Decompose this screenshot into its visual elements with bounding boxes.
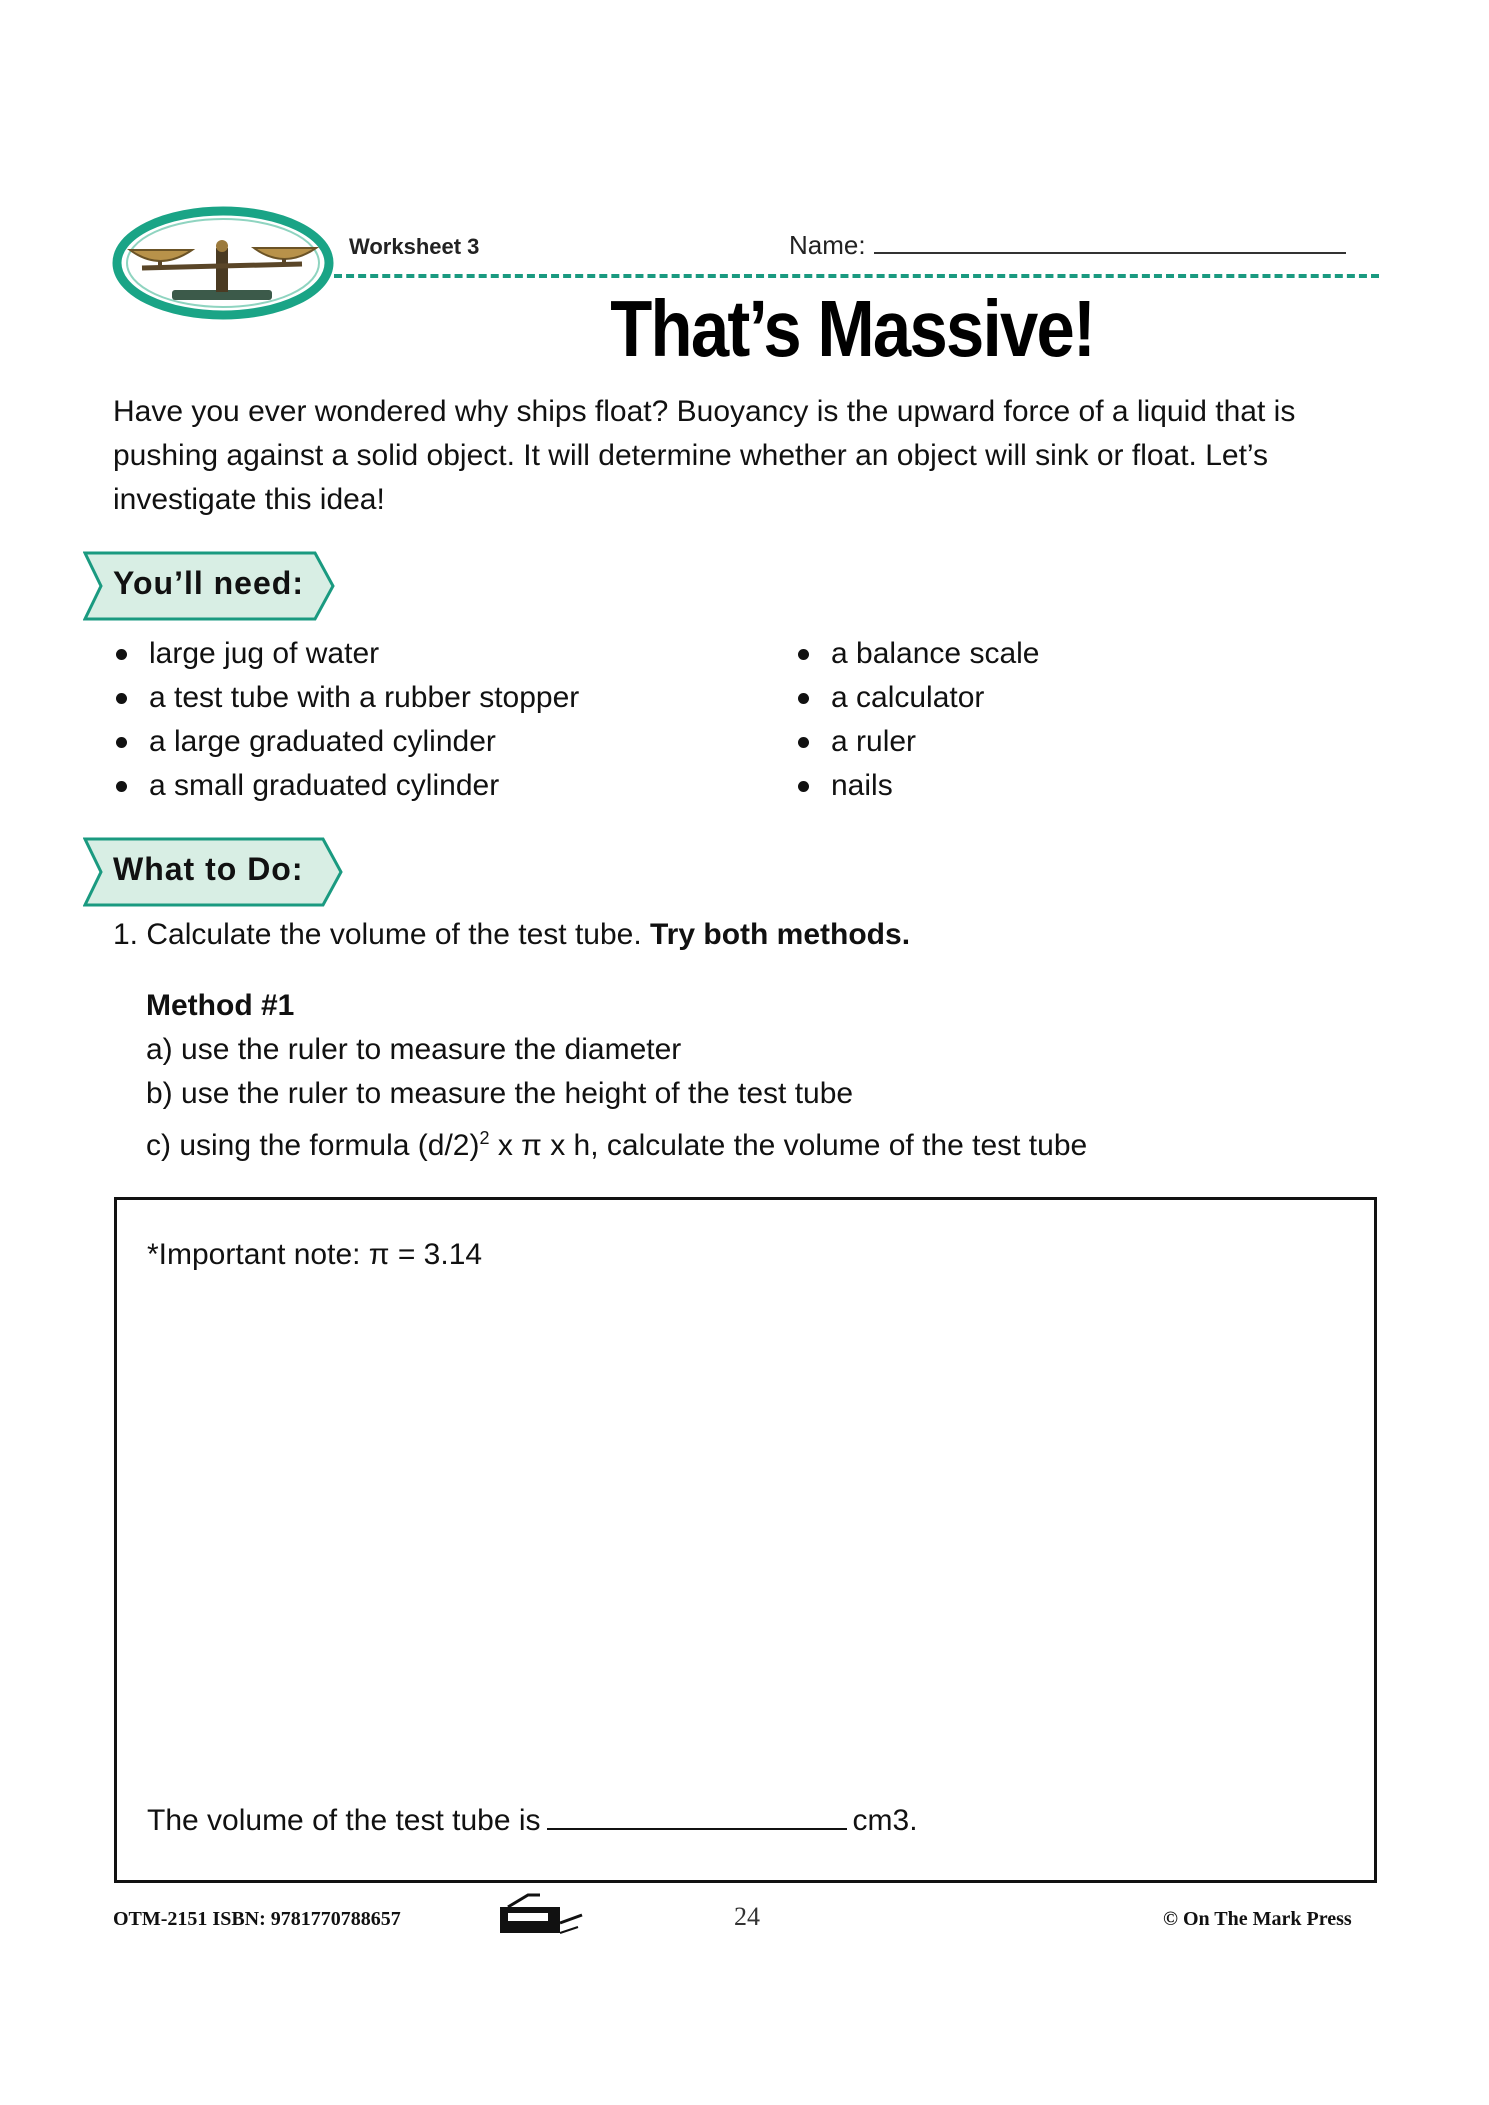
bullet-icon — [116, 649, 127, 660]
youll-need-banner — [83, 551, 335, 621]
product-code: OTM-2151 ISBN: 9781770788657 — [113, 1908, 401, 1930]
youll-need-heading: You’ll need: — [113, 565, 304, 601]
name-label: Name: — [789, 230, 866, 260]
bullet-icon — [798, 781, 809, 792]
exponent: 2 — [479, 1128, 490, 1148]
step-text: Calculate the volume of the test tube. — [146, 918, 642, 951]
list-item: nails — [795, 764, 1039, 808]
answer-box[interactable] — [114, 1197, 1377, 1883]
volume-answer-line — [147, 1800, 918, 1838]
volume-answer-field[interactable] — [547, 1800, 847, 1830]
bullet-icon — [116, 737, 127, 748]
bullet-icon — [116, 781, 127, 792]
worksheet-label: Worksheet 3 — [349, 234, 480, 259]
list-item: a large graduated cylinder — [113, 720, 579, 764]
bullet-icon — [116, 693, 127, 704]
list-item: a small graduated cylinder — [113, 764, 579, 808]
list-item: a ruler — [795, 720, 1039, 764]
method-step-a: a) use the ruler to measure the diameter — [146, 1033, 682, 1066]
what-to-do-heading: What to Do: — [113, 851, 304, 887]
method-title: Method #1 — [146, 989, 295, 1022]
bullet-icon — [798, 649, 809, 660]
intro-paragraph: Have you ever wondered why ships float? Buoyancy is the upward force of a liquid that is pushing against a solid object. It will determine whether an object will sink or float. Let’s investigate this idea! — [113, 395, 1296, 516]
bullet-icon — [798, 737, 809, 748]
supply-list-right — [795, 632, 1039, 808]
page-title: That’s Massive! — [610, 284, 1095, 373]
bullet-icon — [798, 693, 809, 704]
list-item: a test tube with a rubber stopper — [113, 676, 579, 720]
list-item: a calculator — [795, 676, 1039, 720]
name-field[interactable] — [874, 252, 1346, 254]
copyright: © On The Mark Press — [1163, 1908, 1352, 1930]
header-dashed-rule — [334, 274, 1379, 278]
step-emphasis: Try both methods. — [650, 918, 911, 951]
method-1 — [146, 984, 1087, 1168]
step-number: 1. — [113, 918, 139, 951]
step-1 — [113, 918, 910, 952]
important-note: *Important note: π = 3.14 — [147, 1238, 483, 1271]
answer-unit: cm3. — [852, 1804, 918, 1837]
supply-list-left — [113, 632, 579, 808]
method-step-b: b) use the ruler to measure the height of the test tube — [146, 1077, 854, 1110]
list-item: large jug of water — [113, 632, 579, 676]
list-item: a balance scale — [795, 632, 1039, 676]
method-step-c: c) using the formula $(d/2)^2$ x π x h, calculate the volume of the test tube — [146, 1128, 1088, 1162]
answer-prefix: The volume of the test tube is — [147, 1804, 541, 1837]
photocopier-icon — [498, 1893, 584, 1937]
what-to-do-banner — [83, 837, 343, 907]
page-number: 24 — [734, 1902, 760, 1931]
